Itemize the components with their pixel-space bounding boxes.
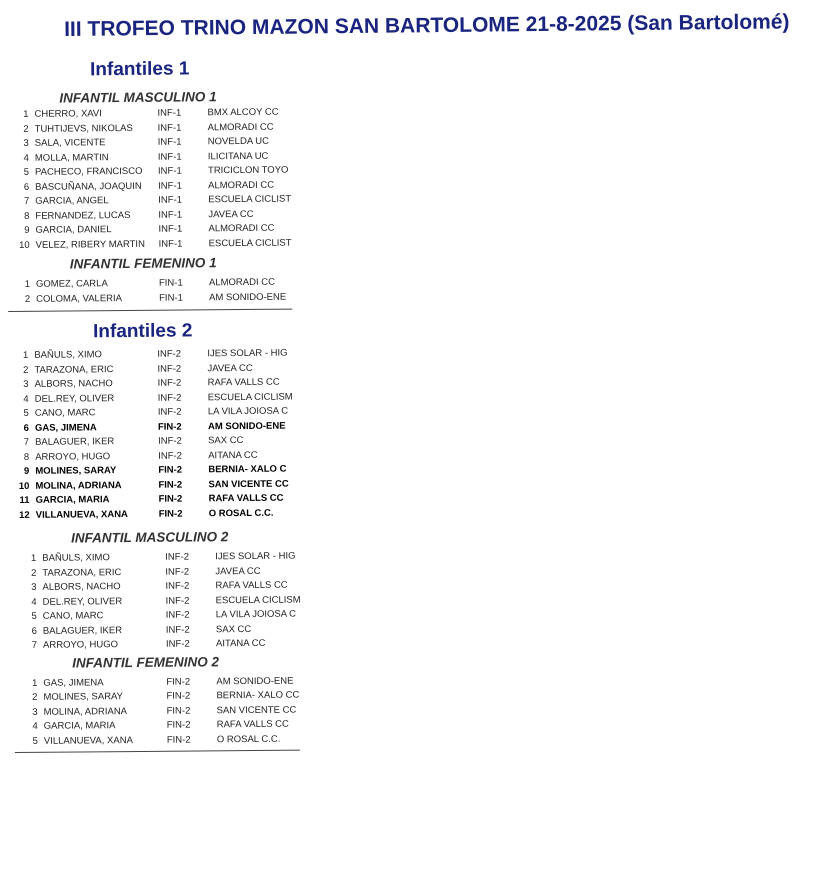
- category-cell: FIN-1: [159, 292, 183, 304]
- rider-name-cell: CHERRO, XAVI: [34, 108, 102, 120]
- position-cell: 1: [31, 677, 38, 689]
- rider-name-cell: GAS, JIMENA: [43, 676, 104, 689]
- category-cell: INF-2: [157, 377, 182, 389]
- club-cell: JAVEA CC: [208, 208, 254, 220]
- club-cell: ESCUELA CICLISM: [215, 594, 301, 606]
- club-cell: ALMORADI CC: [208, 222, 275, 235]
- club-cell: ILICITANA UC: [207, 150, 269, 162]
- document-title: III TROFEO TRINO MAZON SAN BARTOLOME 21-8-2025 (San Bartolomé): [64, 10, 790, 41]
- table-row: [13, 419, 308, 436]
- rider-name-cell: PACHECO, FRANCISCO: [34, 165, 143, 178]
- rider-name-cell: GARCIA, MARIA: [35, 494, 110, 506]
- rider-name-cell: TARAZONA, ERIC: [42, 566, 122, 579]
- rider-name-cell: FERNANDEZ, LUCAS: [35, 209, 131, 222]
- table-row: [14, 290, 309, 307]
- position-cell: 2: [24, 293, 31, 305]
- position-cell: 6: [23, 422, 29, 434]
- club-cell: O ROSAL C.C.: [216, 733, 281, 745]
- rider-name-cell: CANO, MARC: [34, 407, 96, 419]
- category-cell: INF-2: [165, 595, 190, 607]
- category-cell: INF-2: [158, 435, 182, 447]
- club-cell: SAX CC: [215, 623, 252, 635]
- position-cell: 9: [24, 224, 30, 236]
- category-cell: FIN-2: [157, 421, 182, 433]
- position-cell: 4: [32, 720, 38, 732]
- club-cell: RAFA VALLS CC: [208, 492, 284, 505]
- category-cell: FIN-2: [158, 493, 183, 505]
- category-cell: INF-1: [158, 238, 183, 250]
- club-cell: JAVEA CC: [215, 565, 261, 577]
- position-cell: 5: [23, 407, 29, 419]
- rider-name-cell: BALAGUER, IKER: [42, 624, 123, 637]
- club-cell: SAN VICENTE CC: [216, 704, 297, 716]
- club-cell: IJES SOLAR - HIG: [207, 347, 288, 360]
- rider-name-cell: GARCIA, DANIEL: [35, 224, 112, 236]
- club-cell: LA VILA JOIOSA C: [207, 405, 289, 418]
- position-cell: 10: [19, 239, 30, 251]
- position-cell: 5: [31, 610, 37, 622]
- section-heading: Infantiles 1: [90, 58, 190, 81]
- section-infantiles-2: [12, 317, 309, 523]
- club-cell: BMX ALCOY CC: [207, 106, 279, 119]
- rider-name-cell: TUHTIJEVS, NIKOLAS: [34, 122, 133, 135]
- table-row: [20, 549, 315, 566]
- club-cell: O ROSAL C.C.: [208, 507, 274, 519]
- position-cell: 8: [23, 451, 30, 463]
- rider-name-cell: CANO, MARC: [42, 610, 104, 622]
- rider-name-cell: DEL.REY, OLIVER: [42, 595, 123, 608]
- sub-heading-infantil-femenino-1: INFANTIL FEMENINO 1: [69, 255, 217, 272]
- rider-name-cell: ARROYO, HUGO: [42, 639, 119, 651]
- category-cell: INF-1: [158, 194, 183, 206]
- category-cell: INF-2: [165, 624, 190, 636]
- club-cell: BERNIA- XALO CC: [216, 689, 300, 702]
- divider: [15, 750, 300, 753]
- position-cell: 10: [18, 480, 30, 492]
- position-cell: 7: [23, 195, 30, 207]
- club-cell: RAFA VALLS CC: [216, 718, 289, 731]
- category-cell: INF-2: [165, 580, 190, 592]
- rider-name-cell: BAÑULS, XIMO: [42, 552, 110, 564]
- position-cell: 12: [19, 509, 30, 521]
- club-cell: TRICICLON TOYO: [207, 164, 289, 177]
- rider-name-cell: MOLINES, SARAY: [35, 465, 117, 477]
- position-cell: 4: [23, 152, 29, 164]
- position-cell: 6: [31, 625, 37, 637]
- club-cell: LA VILA JOIOSA C: [215, 608, 297, 621]
- category-cell: INF-1: [157, 122, 182, 134]
- rider-name-cell: SALA, VICENTE: [34, 137, 106, 149]
- rider-name-cell: ALBORS, NACHO: [34, 378, 113, 390]
- section-infantiles-1: [12, 55, 309, 312]
- results-table: [12, 105, 308, 253]
- category-cell: INF-1: [158, 223, 183, 235]
- category-cell: FIN-1: [158, 277, 183, 289]
- category-cell: INF-2: [157, 363, 182, 375]
- club-cell: AM SONIDO-ENE: [209, 291, 287, 303]
- club-cell: ALMORADI CC: [208, 179, 275, 191]
- rider-name-cell: GAS, JIMENA: [34, 421, 97, 434]
- rider-name-cell: GARCIA, ANGEL: [35, 195, 109, 207]
- club-cell: ESCUELA CICLIST: [208, 237, 292, 249]
- results-table: [21, 674, 317, 749]
- category-cell: INF-1: [158, 180, 182, 192]
- section-heading: Infantiles 2: [93, 320, 193, 343]
- sub-heading-infantil-masculino-2: INFANTIL MASCULINO 2: [71, 529, 229, 546]
- club-cell: ESCUELA CICLIST: [208, 193, 292, 206]
- rider-name-cell: DEL.REY, OLIVER: [34, 392, 115, 405]
- rider-name-cell: GOMEZ, CARLA: [35, 278, 108, 290]
- category-cell: INF-2: [165, 551, 190, 563]
- rider-name-cell: VELEZ, RIBERY MARTIN: [35, 238, 145, 251]
- category-cell: INF-1: [157, 151, 182, 163]
- club-cell: JAVEA CC: [207, 362, 253, 374]
- category-cell: INF-1: [157, 165, 182, 177]
- category-cell: FIN-2: [158, 508, 183, 520]
- club-cell: ALMORADI CC: [207, 121, 274, 133]
- position-cell: 5: [32, 735, 38, 747]
- rider-name-cell: GARCIA, MARIA: [43, 720, 116, 732]
- results-table: [20, 549, 316, 653]
- category-cell: FIN-2: [166, 734, 191, 746]
- results-table: [14, 275, 309, 307]
- club-cell: NOVELDA UC: [207, 135, 270, 148]
- category-cell: INF-2: [165, 566, 190, 578]
- position-cell: 2: [31, 567, 37, 579]
- divider: [8, 309, 292, 312]
- rider-name-cell: COLOMA, VALERIA: [36, 292, 123, 305]
- club-cell: AM SONIDO-ENE: [216, 675, 294, 687]
- club-cell: RAFA VALLS CC: [215, 579, 288, 592]
- rider-name-cell: MOLINA, ADRIANA: [43, 705, 128, 718]
- position-cell: 6: [23, 181, 30, 193]
- category-cell: FIN-2: [166, 676, 191, 688]
- position-cell: 3: [31, 581, 37, 593]
- position-cell: 3: [23, 137, 29, 149]
- rider-name-cell: MOLINA, ADRIANA: [35, 479, 122, 492]
- club-cell: BERNIA- XALO C: [208, 463, 287, 476]
- table-row: [22, 732, 317, 749]
- category-cell: INF-2: [157, 406, 182, 418]
- rider-name-cell: BAÑULS, XIMO: [34, 349, 102, 361]
- position-cell: 9: [23, 465, 30, 477]
- position-cell: 8: [24, 210, 30, 222]
- results-table: [12, 346, 309, 523]
- position-cell: 1: [23, 108, 29, 120]
- position-cell: 2: [32, 691, 38, 703]
- category-cell: FIN-2: [158, 479, 183, 491]
- sub-heading-infantil-femenino-2: INFANTIL FEMENINO 2: [72, 653, 219, 671]
- club-cell: AITANA CC: [208, 449, 258, 461]
- category-cell: INF-2: [165, 638, 190, 650]
- club-cell: IJES SOLAR - HIG: [215, 550, 296, 563]
- category-cell: INF-2: [157, 392, 182, 404]
- rider-name-cell: VILLANUEVA, XANA: [43, 734, 133, 747]
- rider-name-cell: MOLINES, SARAY: [43, 691, 124, 703]
- position-cell: 4: [23, 393, 29, 405]
- club-cell: AITANA CC: [215, 637, 266, 650]
- table-row: [13, 192, 308, 209]
- category-cell: INF-2: [165, 609, 190, 621]
- category-cell: FIN-2: [158, 464, 183, 476]
- rider-name-cell: BALAGUER, IKER: [35, 436, 115, 448]
- rider-name-cell: BASCUÑANA, JOAQUIN: [35, 180, 142, 193]
- position-cell: 3: [23, 378, 29, 390]
- category-cell: INF-1: [157, 136, 182, 148]
- sub-heading-infantil-masculino-1: INFANTIL MASCULINO 1: [59, 89, 217, 106]
- table-row: [21, 636, 316, 653]
- position-cell: 2: [23, 123, 29, 135]
- position-cell: 4: [31, 596, 37, 608]
- position-cell: 1: [30, 552, 37, 564]
- table-row: [14, 236, 309, 253]
- position-cell: 3: [32, 706, 38, 718]
- rider-name-cell: ALBORS, NACHO: [42, 581, 121, 593]
- category-cell: FIN-2: [166, 705, 191, 717]
- position-cell: 7: [23, 436, 30, 448]
- table-row: [14, 506, 309, 523]
- rider-name-cell: TARAZONA, ERIC: [34, 363, 114, 376]
- rider-name-cell: MOLLA, MARTIN: [34, 151, 109, 164]
- club-cell: RAFA VALLS CC: [207, 376, 280, 389]
- position-cell: 1: [24, 278, 31, 290]
- category-cell: INF-1: [157, 107, 182, 119]
- position-cell: 11: [19, 494, 30, 506]
- category-cell: FIN-2: [166, 719, 191, 731]
- position-cell: 1: [22, 349, 29, 361]
- category-cell: FIN-2: [166, 690, 191, 702]
- club-cell: SAX CC: [208, 434, 244, 447]
- rider-name-cell: VILLANUEVA, XANA: [35, 508, 128, 521]
- club-cell: ALMORADI CC: [208, 276, 275, 289]
- position-cell: 5: [23, 166, 30, 178]
- category-cell: INF-1: [158, 209, 183, 221]
- position-cell: 7: [31, 639, 38, 651]
- category-cell: INF-2: [158, 450, 182, 462]
- table-row: [21, 607, 316, 624]
- club-cell: SAN VICENTE CC: [208, 478, 289, 490]
- category-cell: INF-2: [157, 348, 182, 360]
- table-row: [12, 346, 307, 363]
- section-infantil-masculino-2: [20, 527, 317, 753]
- rider-name-cell: ARROYO, HUGO: [35, 450, 111, 463]
- club-cell: ESCUELA CICLISM: [207, 391, 293, 403]
- position-cell: 2: [23, 364, 29, 376]
- club-cell: AM SONIDO-ENE: [207, 420, 286, 432]
